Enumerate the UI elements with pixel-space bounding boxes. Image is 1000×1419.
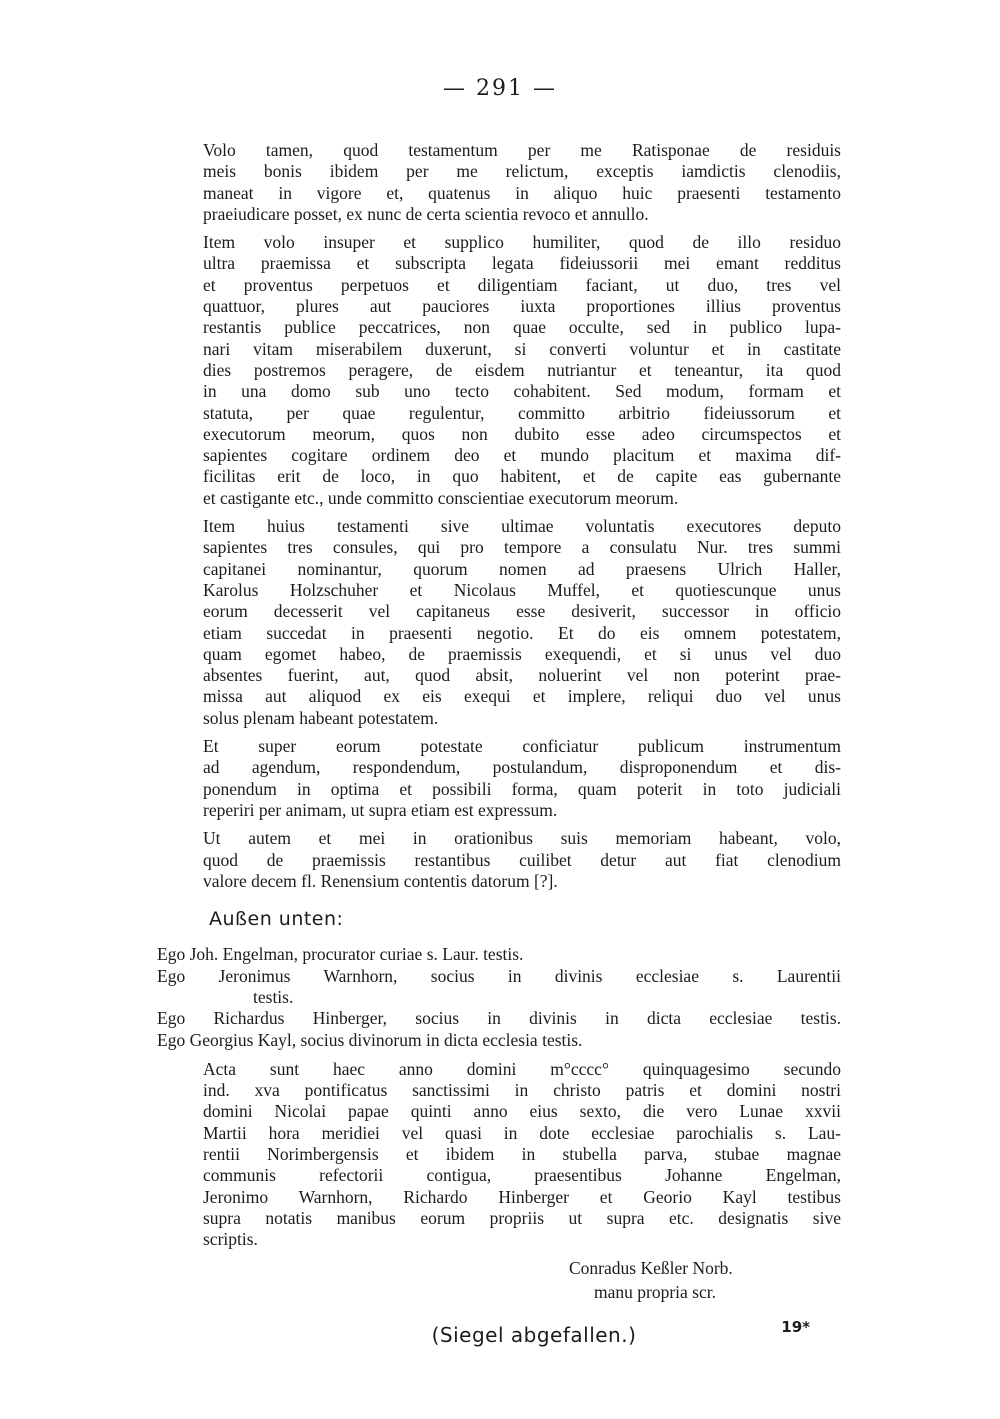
text-line: ficilitas erit de loco, in quo habitent, et de capite eas gubernante xyxy=(203,466,841,487)
text-line: Ut autem et mei in orationibus suis memoriam habeant, volo, xyxy=(203,828,841,849)
text-line: quod de praemissis restantibus cuilibet detur aut fiat clenodium xyxy=(203,849,841,870)
acta-paragraph xyxy=(157,1059,841,1251)
paragraph xyxy=(157,516,841,729)
text-line: in una domo sub uno tecto cohabitent. Sed modum, formam et xyxy=(203,381,841,402)
text-line: quam egomet habeo, de praemissis exequendi, et si unus vel duo xyxy=(203,643,841,664)
text-line: nari vitam miserabilem duxerunt, si converti voluntur et in castitate xyxy=(203,338,841,359)
witness-list xyxy=(157,944,841,1050)
witness-entry xyxy=(157,1008,841,1029)
document-body xyxy=(157,140,841,1346)
text-line: et castigante etc., unde committo conscientiae executorum meorum. xyxy=(203,487,679,508)
text-line: etiam succedat in praesenti negotio. Et do eis omnem potestatem, xyxy=(203,622,841,643)
text-line: quattuor, plures aut pauciores iuxta proportiones illius proventus xyxy=(203,296,841,317)
text-line: dies postremos peragere, de eisdem nutriantur et teneantur, ita quod xyxy=(203,359,841,380)
text-line: ind. xva pontificatus sanctissimi in christo patris et domini nostri xyxy=(203,1080,841,1101)
text-line: ad agendum, respondendum, postulandum, disproponendum et dis- xyxy=(203,757,841,778)
witness-line: Ego Richardus Hinberger, socius in divinis in dicta ecclesiae testis. xyxy=(157,1008,841,1029)
paragraph xyxy=(157,736,841,821)
sheet-signature-mark: 19* xyxy=(781,1318,810,1336)
text-line: sapientes cogitare ordinem deo et mundo placitum et maxima dif- xyxy=(203,445,841,466)
paragraph xyxy=(157,232,841,509)
witness-entry xyxy=(157,1030,841,1051)
text-line: capitanei nominantur, quorum nomen ad praesens Ulrich Haller, xyxy=(203,558,841,579)
text-line: praeiudicare posset, ex nunc de certa scientia revoco et annullo. xyxy=(203,203,649,224)
text-line: supra notatis manibus eorum propriis ut supra etc. designatis sive xyxy=(203,1207,841,1228)
testament-paragraphs xyxy=(157,140,841,892)
text-line: solus plenam habeant potestatem. xyxy=(203,707,439,728)
witness-line: Ego Jeronimus Warnhorn, socius in divinis ecclesiae s. Laurentii xyxy=(157,965,841,986)
witness-entry xyxy=(157,944,841,965)
text-line: valore decem fl. Renensium contentis datorum [?]. xyxy=(203,870,558,891)
text-line: meis bonis ibidem per me relictum, exceptis iamdictis clenodiis, xyxy=(203,161,841,182)
acta-text xyxy=(157,1059,841,1251)
text-line: reperiri per animam, ut supra etiam est expressum. xyxy=(203,799,558,820)
text-line: Item volo insuper et supplico humiliter, quod de illo residuo xyxy=(203,232,841,253)
signature-note: manu propria scr. xyxy=(594,1281,716,1302)
text-line: ultra praemissa et subscripta legata fideiussorii mei emant redditus xyxy=(203,253,841,274)
signature-name: Conradus Keßler Norb. xyxy=(569,1257,733,1278)
text-line: ponendum in optima et possibili forma, quam poterit in toto judiciali xyxy=(203,778,841,799)
seal-note: (Siegel abgefallen.) xyxy=(431,1323,637,1348)
text-line: statuta, per quae regulentur, committo arbitrio fideiussorum et xyxy=(203,402,841,423)
text-line: Martii hora meridiei vel quasi in dote ecclesiae parochialis s. Lau- xyxy=(203,1122,841,1143)
text-line: Jeronimo Warnhorn, Richardo Hinberger et Georio Kayl testibus xyxy=(203,1186,841,1207)
witness-line: Ego Georgius Kayl, socius divinorum in dicta ecclesia testis. xyxy=(157,1029,583,1050)
text-line: absentes fuerint, aut, quod absit, noluerint vel non poterint prae- xyxy=(203,665,841,686)
text-line: sapientes tres consules, qui pro tempore a consulatu Nur. tres summi xyxy=(203,537,841,558)
text-line: Volo tamen, quod testamentum per me Ratisponae de residuis xyxy=(203,140,841,160)
witness-line-continuation: testis. xyxy=(253,986,294,1007)
text-line: Et super eorum potestate conficiatur publicum instrumentum xyxy=(203,736,841,757)
page-number: — 291 — xyxy=(443,76,557,101)
text-line: scriptis. xyxy=(203,1229,258,1250)
text-line: et proventus perpetuos et diligentiam faciant, ut duo, tres vel xyxy=(203,274,841,295)
text-line: Acta sunt haec anno domini m°cccc° quinquagesimo secundo xyxy=(203,1058,841,1079)
text-line: executorum meorum, quos non dubito esse adeo circumspectos et xyxy=(203,423,841,444)
text-line: maneat in vigore et, quatenus in aliquo huic praesenti testamento xyxy=(203,182,841,203)
paragraph xyxy=(157,140,841,225)
paragraph xyxy=(157,828,841,892)
text-line: Item huius testamenti sive ultimae voluntatis executores deputo xyxy=(203,516,841,537)
section-heading-outside: Außen unten: xyxy=(209,908,344,931)
text-line: eorum decesserit vel capitaneus esse desiverit, successor in officio xyxy=(203,601,841,622)
witness-line: Ego Joh. Engelman, procurator curiae s. Laur. testis. xyxy=(157,944,524,965)
text-line: domini Nicolai papae quinti anno eius sexto, die vero Lunae xxvii xyxy=(203,1101,841,1122)
text-line: restantis publice peccatrices, non quae occulte, sed in publico lupa- xyxy=(203,317,841,338)
text-line: rentii Norimbergensis et ibidem in stubella parva, stubae magnae xyxy=(203,1144,841,1165)
signature-block xyxy=(569,1258,841,1304)
text-line: missa aut aliquod ex eis exequi et implere, reliqui duo vel unus xyxy=(203,686,841,707)
text-line: Karolus Holzschuher et Nicolaus Muffel, et quotiescunque unus xyxy=(203,579,841,600)
text-line: communis refectorii contigua, praesentibus Johanne Engelman, xyxy=(203,1165,841,1186)
witness-entry xyxy=(157,966,841,1009)
